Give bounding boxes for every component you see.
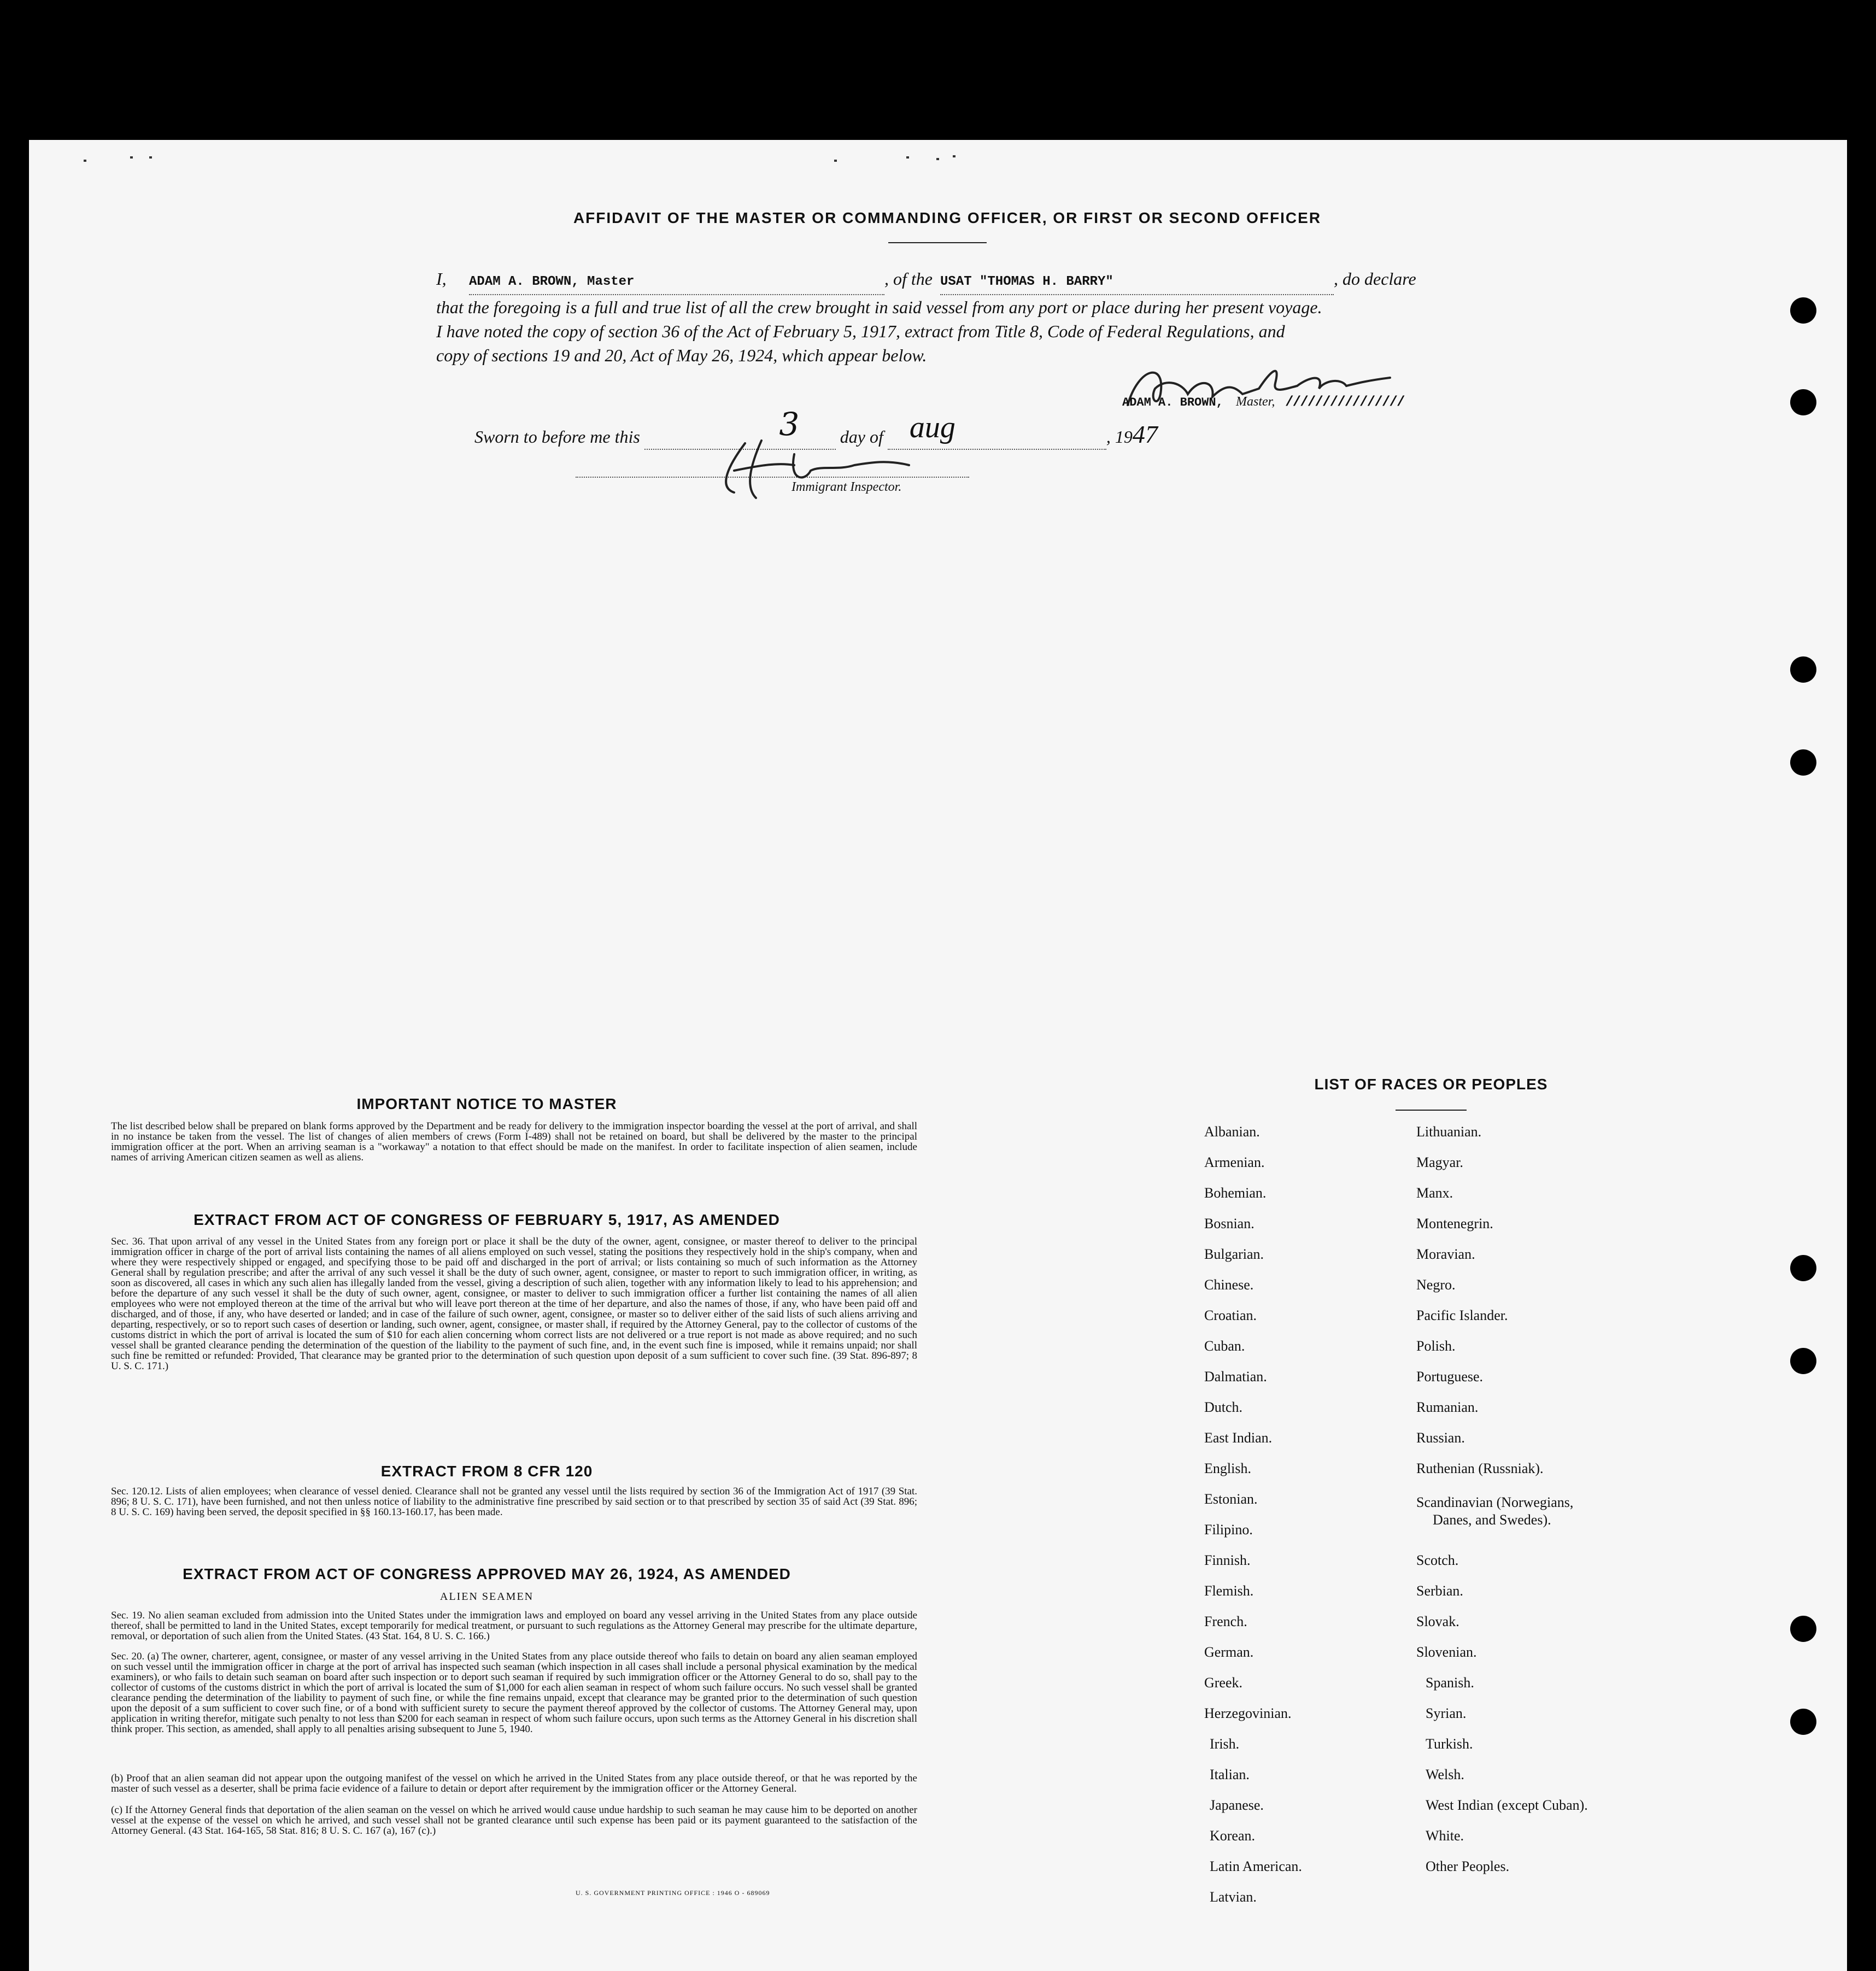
year-prefix: , 19 xyxy=(1106,427,1133,447)
master-name-field: ADAM A. BROWN, Master xyxy=(469,270,884,295)
extract-1924-sec20c: (c) If the Attorney General finds that deportation of the alien seaman on the vessel on which he arrived would cause undue hardship to such seaman he may cause him to be deported on another vessel at the expense of the vessel on which he arrived, and such vessel shall not be granted clearance until such expense has been paid or its payment guaranteed to the satisfaction of the Attorney General. (43 Stat. 164-165, 58 Stat. 816; 8 U. S. C. 167 (a), 167 (c).) xyxy=(111,1804,917,1837)
signer-role: Master, xyxy=(1236,395,1275,409)
race-item: Danes, and Swedes). xyxy=(1433,1512,1551,1528)
races-title: LIST OF RACES OR PEOPLES xyxy=(1314,1076,1548,1093)
extract-1924-title: EXTRACT FROM ACT OF CONGRESS APPROVED MAY 26, 1924, AS AMENDED xyxy=(183,1565,791,1582)
race-item: Flemish. xyxy=(1204,1583,1254,1599)
punch-hole xyxy=(1790,297,1816,324)
declaration-line-1 xyxy=(436,267,1475,295)
extract-1917-text: Sec. 36. That upon arrival of any vessel in the United States from any foreign port or place it shall be the duty of the owner, agent, consignee, or master thereof to deliver to the principal immigration officer in charge of the port of arrival lists containing the names of all aliens employed on such vessel, stating the positions they respectively hold in the ship's company, when and where they were respectively shipped or engaged, and specifying those to be paid off and discharged in the port of arrival; or lists containing so much of such information as the Attorney General shall by regulation prescribe; and after the arrival of any such vessel it shall be the duty of such owner, agent, consignee, or master to report to such immigration officer, in writing, as soon as discovered, all cases in which any such alien has illegally landed from the vessel, giving a description of such alien, together with any information likely to lead to his apprehension; and before the departure of any such vessel it shall be the duty of such owner, agent, consignee, or master to deliver to such immigration officer a further list containing the names of all alien employees who were not employed thereon at the time of the arrival but who will leave port thereon at the time of her departure, and also the names of those, if any, who have been paid off and discharged, and of those, if any, who have deserted or landed; and in case of the failure of such owner, agent, consignee, or master so to deliver either of the said lists of such aliens arriving and departing, respectively, or so to report such cases of desertion or landing, such owner, agent, consignee, or master shall, if required by the Attorney General, pay to the collector of customs of the customs district in which the port of arrival is located the sum of $10 for each alien concerning whom correct lists are not delivered or a true report is not made as above required; and no such vessel shall be granted clearance pending the determination of the question of the liability to the payment of such fine, and, in the event such fine is imposed, while it remains unpaid; nor shall such fine be remitted or refunded: Provided, That clearance may be granted prior to the determination of such question upon deposit of a sum sufficient to cover such fine. (39 Stat. 896-897; 8 U. S. C. 171.) xyxy=(111,1236,917,1372)
day-of-label: day of xyxy=(840,427,883,447)
race-item: Dutch. xyxy=(1204,1399,1243,1415)
master-signature xyxy=(1117,356,1401,421)
race-item: Bulgarian. xyxy=(1204,1246,1264,1262)
gpo-imprint: U. S. GOVERNMENT PRINTING OFFICE : 1946 O - 689069 xyxy=(576,1889,770,1897)
race-item: Filipino. xyxy=(1204,1522,1253,1538)
title-rule xyxy=(888,242,987,243)
extract-1924-sec20a: Sec. 20. (a) The owner, charterer, agent, consignee, or master of any vessel arriving in the United States from any place outside thereof who fails to detain on board any alien seaman employed on such vessel until the immigration officer in charge at the port of arrival has inspected such seaman (which inspection in all cases shall include a personal physical examination by the medical examiners), or who fails to detain such seaman on board after such inspection or to deport such seaman if required by such immigration officer or the Attorney General to do so, shall pay to the collector of customs of the customs district in which the port of arrival is located the sum of $1,000 for each alien seaman in respect of whom such failure occurs. No such vessel shall be granted clearance pending the determination of the liability to payment of such fine, or while the fine remains unpaid, except that clearance may be granted prior to the determination of such question upon the deposit of a sum sufficient to cover such fine, or of a bond with sufficient surety to secure the payment thereof approved by the collector of customs. The Attorney General may, upon application in writing therefor, mitigate such penalty to not less than $200 for each seaman in respect of whom such failure occurs, upon such terms as the Attorney General in his discretion shall think proper. This section, as amended, shall apply to all penalties arising subsequent to June 5, 1940. xyxy=(111,1651,917,1735)
race-item: Welsh. xyxy=(1426,1767,1464,1782)
vessel-name-field: USAT "THOMAS H. BARRY" xyxy=(940,270,1334,295)
race-item: Dalmatian. xyxy=(1204,1369,1267,1385)
race-item: Negro. xyxy=(1416,1277,1456,1293)
race-item: Scandinavian (Norwegians, xyxy=(1416,1494,1574,1510)
race-item: Spanish. xyxy=(1426,1675,1474,1691)
race-item: East Indian. xyxy=(1204,1430,1273,1446)
race-item: French. xyxy=(1204,1614,1247,1629)
declaration-line-2: that the foregoing is a full and true list of all the crew brought in said vessel from any port or place during her present voyage. xyxy=(436,297,1322,317)
declaration-line-3: I have noted the copy of section 36 of the Act of February 5, 1917, extract from Title 8, Code of Federal Regulations, and xyxy=(436,321,1285,341)
race-item: Estonian. xyxy=(1204,1491,1258,1507)
race-item: Magyar. xyxy=(1416,1154,1463,1170)
punch-hole xyxy=(1790,656,1816,683)
extract-cfr-text: Sec. 120.12. Lists of alien employees; when clearance of vessel denied. Clearance shall not be granted any vessel until the lists required by section 36 of the Immigration Act of 1917 (39 Stat. 896; 8 U. S. C. 171), have been furnished, and not then unless notice of liability to the administrative fine prescribed by said section or to that prescribed by section 35 of said Act (39 Stat. 896; 8 U. S. C. 169) having been served, the deposit specified in §§ 160.13-160.17, has been made. xyxy=(111,1486,917,1518)
extract-1924-sec19: Sec. 19. No alien seaman excluded from admission into the United States under the immigration laws and employed on board any vessel arriving in the United States from any place outside thereof, shall be permitted to land in the United States, except temporarily for medical treatment, or pursuant to such regulations as the Attorney General may prescribe for the ultimate departure, removal, or deportation of such alien from the United States. (43 Stat. 164, 8 U. S. C. 166.) xyxy=(111,1610,917,1642)
race-item: Cuban. xyxy=(1204,1338,1245,1354)
race-item: Polish. xyxy=(1416,1338,1456,1354)
punch-hole xyxy=(1790,1616,1816,1642)
race-item: Montenegrin. xyxy=(1416,1216,1493,1231)
race-item: Syrian. xyxy=(1426,1705,1467,1721)
sworn-day: 3 xyxy=(779,406,800,443)
extract-1924-subtitle: ALIEN SEAMEN xyxy=(439,1591,534,1603)
race-item: West Indian (except Cuban). xyxy=(1426,1797,1588,1813)
affidavit-title: AFFIDAVIT OF THE MASTER OR COMMANDING OFFICER, OR FIRST OR SECOND OFFICER xyxy=(573,209,1322,226)
race-item: Slovenian. xyxy=(1416,1644,1477,1660)
race-item: Croatian. xyxy=(1204,1307,1257,1323)
races-title-rule xyxy=(1396,1110,1467,1111)
punch-hole xyxy=(1790,389,1816,415)
race-item: Armenian. xyxy=(1204,1154,1265,1170)
race-item: Manx. xyxy=(1416,1185,1453,1201)
sworn-year: 47 xyxy=(1132,420,1158,448)
race-item: Serbian. xyxy=(1416,1583,1463,1599)
race-item: Lithuanian. xyxy=(1416,1124,1482,1140)
extract-1917-title: EXTRACT FROM ACT OF CONGRESS OF FEBRUARY 5, 1917, AS AMENDED xyxy=(194,1211,780,1228)
struck-role-text: //////////////// xyxy=(1285,394,1404,410)
race-item: White. xyxy=(1426,1828,1464,1844)
race-item: Bohemian. xyxy=(1204,1185,1267,1201)
race-item: Rumanian. xyxy=(1416,1399,1479,1415)
race-item: Turkish. xyxy=(1426,1736,1473,1752)
race-item: Finnish. xyxy=(1204,1552,1251,1568)
inspector-label: Immigrant Inspector. xyxy=(792,480,902,494)
notice-text: The list described below shall be prepared on blank forms approved by the Department and be ready for delivery to the immigration inspector boarding the vessel at the port of arrival, and shall in no instance be taken from the vessel. The list of changes of alien members of crews (Form I-489) shall not be retained on board, but shall be delivered by the master to the principal immigration officer at the port. When an arriving seaman is a "workaway" a notation to that effect should be made on the manifest. In order to facilitate inspection of alien seamen, include names of arriving American citizen seamen as well as aliens. xyxy=(111,1121,917,1163)
race-item: Ruthenian (Russniak). xyxy=(1416,1460,1544,1476)
race-item: Scotch. xyxy=(1416,1552,1459,1568)
race-item: Japanese. xyxy=(1210,1797,1264,1813)
race-item: Chinese. xyxy=(1204,1277,1254,1293)
race-item: Latvian. xyxy=(1210,1889,1257,1905)
sworn-month: aug xyxy=(909,410,955,444)
race-item: Herzegovinian. xyxy=(1204,1705,1292,1721)
race-item: German. xyxy=(1204,1644,1254,1660)
typed-signer-name: ADAM A. BROWN, xyxy=(1122,396,1223,409)
race-item: Italian. xyxy=(1210,1767,1250,1782)
race-item: Pacific Islander. xyxy=(1416,1307,1508,1323)
race-item: Portuguese. xyxy=(1416,1369,1484,1385)
race-item: Slovak. xyxy=(1416,1614,1459,1629)
extract-cfr-title: EXTRACT FROM 8 CFR 120 xyxy=(380,1463,593,1480)
race-item: Korean. xyxy=(1210,1828,1256,1844)
race-item: Russian. xyxy=(1416,1430,1465,1446)
do-declare-label: , do declare xyxy=(1333,269,1416,289)
declaration-line-4: copy of sections 19 and 20, Act of May 26, 1924, which appear below. xyxy=(436,345,927,365)
notice-title: IMPORTANT NOTICE TO MASTER xyxy=(356,1095,617,1112)
race-item: Latin American. xyxy=(1210,1858,1302,1874)
race-item: Moravian. xyxy=(1416,1246,1475,1262)
punch-hole xyxy=(1790,1255,1816,1281)
race-item: Albanian. xyxy=(1204,1124,1260,1140)
affidavit-declaration xyxy=(436,267,1475,367)
punch-hole xyxy=(1790,749,1816,776)
punch-hole xyxy=(1790,1348,1816,1374)
of-the-label: , of the xyxy=(884,269,933,289)
sworn-label: Sworn to before me this xyxy=(474,427,640,447)
extract-1924-sec20b: (b) Proof that an alien seaman did not appear upon the outgoing manifest of the vessel on which he arrived in the United States from any place outside thereof, or that he was reported by the master of such vessel as a deserter, shall be prima facie evidence of a failure to detain or deport after requirement by the immigration officer or the Attorney General. xyxy=(111,1773,917,1794)
race-item: English. xyxy=(1204,1460,1251,1476)
race-item: Greek. xyxy=(1204,1675,1243,1691)
decl-i: I, xyxy=(436,269,447,289)
document-page xyxy=(29,140,1847,1971)
race-item: Other Peoples. xyxy=(1426,1858,1510,1874)
race-item: Bosnian. xyxy=(1204,1216,1254,1231)
race-item: Irish. xyxy=(1210,1736,1240,1752)
punch-hole xyxy=(1790,1709,1816,1735)
